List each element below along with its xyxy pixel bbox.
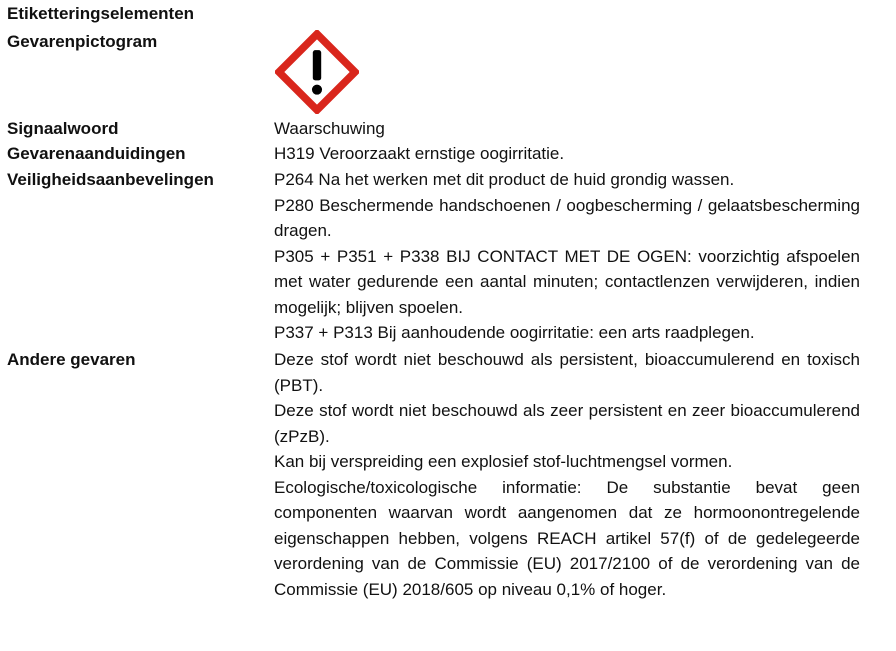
precautionary-statements-label: Veiligheidsaanbevelingen	[7, 170, 214, 189]
precautionary-statement: P264 Na het werken met dit product de huid grondig wassen.	[274, 170, 735, 189]
precautionary-statements-list	[274, 167, 860, 346]
exclamation-mark-hazard-diamond-icon	[275, 30, 359, 114]
hazard-statements-label: Gevarenaanduidingen	[7, 144, 186, 163]
other-hazards-list	[274, 347, 860, 602]
signal-word-value: Waarschuwing	[274, 119, 385, 138]
hazard-statement: H319 Veroorzaakt ernstige oogirritatie.	[274, 144, 565, 163]
other-hazard-item: Kan bij verspreiding een explosief stof-luchtmengsel vormen.	[274, 452, 733, 471]
precautionary-statement: P280 Beschermende handschoenen / oogbescherming / gelaatsbescherming dragen.	[274, 195, 860, 240]
other-hazards-label: Andere gevaren	[7, 350, 136, 369]
signal-word-label: Signaalwoord	[7, 119, 119, 138]
precautionary-statement: P337 + P313 Bij aanhoudende oogirritatie: een arts raadplegen.	[274, 323, 755, 342]
other-hazard-item: Deze stof wordt niet beschouwd als persistent, bioaccumulerend en toxisch (PBT).	[274, 350, 860, 395]
other-hazard-item: Ecologische/toxicologische informatie: De substantie bevat geen componenten waarvan wordt aangenomen dat ze hormoonontregelende eigenschappen hebben, volgens REACH artikel 57(f) of de gedelegeerde verordening van de Commissie (EU) 2017/2100 of de verordening van de Commissie (EU) 2018/605 op niveau 0,1% of hoger.	[274, 477, 860, 599]
other-hazard-item: Deze stof wordt niet beschouwd als zeer persistent en zeer bioaccumulerend (zPzB).	[274, 401, 860, 446]
section-title: Etiketteringselementen	[7, 4, 195, 23]
precautionary-statement: P305 + P351 + P338 BIJ CONTACT MET DE OGEN: voorzichtig afspoelen met water gedurende een aantal minuten; contactlenzen verwijderen, indien mogelijk; blijven spoelen.	[274, 246, 860, 317]
pictogram-label: Gevarenpictogram	[7, 32, 158, 51]
